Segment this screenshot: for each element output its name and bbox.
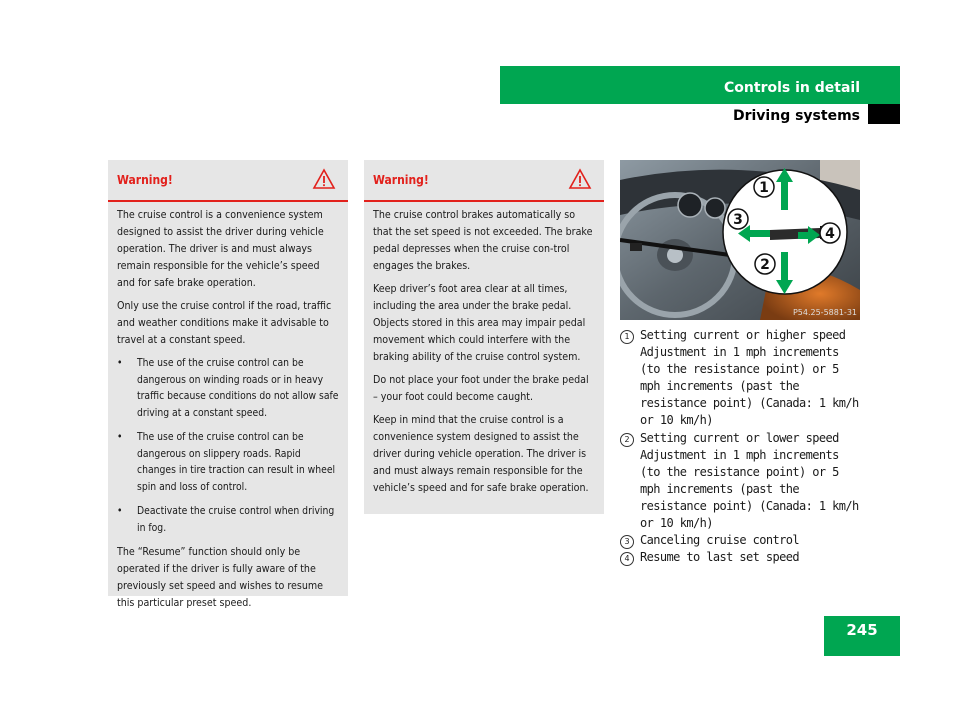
page-number: 245 [846, 621, 878, 639]
warning-paragraph: Keep in mind that the cruise control is a convenience system designed to assist the driver during vehicle operation. The driver is and must always remain responsible for the vehicle’s speed and for safe brake operation. [373, 414, 589, 494]
warning-triangle-icon [568, 168, 592, 190]
legend-text: Resume to last set speed [640, 550, 799, 565]
legend-item [620, 549, 860, 566]
callout-1-label: 1 [759, 180, 769, 196]
warning-paragraph: Do not place your foot under the brake pedal – your foot could become caught. [373, 374, 589, 403]
legend-item [620, 532, 860, 549]
section-tab-marker [868, 104, 900, 124]
legend-number: 3 [620, 535, 634, 549]
section-title: Controls in detail [724, 80, 860, 96]
legend-item [620, 430, 860, 533]
warning-title: Warning! [117, 173, 173, 187]
bullet-item: • The use of the cruise control can be dangerous on winding roads or in heavy traffic because conditions do not allow safe driving at a constant speed. [117, 357, 339, 419]
warning-box-right [364, 160, 604, 514]
page-number-box [824, 616, 900, 656]
warning-paragraph: The cruise control brakes automatically so that the set speed is not exceeded. The brake pedal depresses when the cruise con-trol engages the brakes. [373, 209, 593, 272]
warning-box-left [108, 160, 348, 609]
warning-paragraph: The “Resume” function should only be operated if the driver is fully aware of the previously set speed and wishes to resume this particular preset speed. [117, 546, 324, 609]
figure-code: P54.25-5881-31 [792, 308, 857, 317]
legend-number: 4 [620, 552, 634, 566]
warning-header [364, 160, 604, 202]
warning-triangle-icon [312, 168, 336, 190]
cockpit-illustration [620, 160, 860, 320]
legend-text: Canceling cruise control [640, 533, 799, 548]
legend-text: Setting current or higher speed Adjustment in 1 mph increments (to the resistance point) or 5 mph increments (past the resistance point) (Canada: 1 km/h or 10 km/h) [640, 328, 859, 428]
legend-item [620, 327, 860, 430]
warning-paragraph: Only use the cruise control if the road, traffic and weather conditions make it advisable to travel at a constant speed. [117, 300, 332, 346]
callout-4-label: 4 [825, 226, 835, 242]
warning-title: Warning! [373, 173, 429, 187]
legend-number: 2 [620, 433, 634, 447]
warning-paragraph: Keep driver’s foot area clear at all times, including the area under the brake pedal. Objects stored in this area may impair pedal movement which could interfere with the braking ability of the cruise control system. [373, 283, 586, 363]
legend-number: 1 [620, 330, 634, 344]
warning-header [108, 160, 348, 202]
cruise-control-lever-photo [620, 160, 860, 320]
legend-text: Setting current or lower speed Adjustment in 1 mph increments (to the resistance point) or 5 mph increments (past the resistance point) (Canada: 1 km/h or 10 km/h) [640, 430, 859, 531]
callout-3-label: 3 [733, 212, 743, 228]
callout-legend [620, 327, 860, 566]
subsection-title: Driving systems [732, 108, 860, 124]
bullet-item: • The use of the cruise control can be dangerous on slippery roads. Rapid changes in tire traction can result in wheel spin and loss of control. [117, 431, 336, 493]
warning-paragraph: The cruise control is a convenience system designed to assist the driver during vehicle operation. The driver is and must always remain responsible for the vehicle’s speed and for safe brake operation. [117, 209, 324, 289]
callout-2-label: 2 [760, 257, 770, 273]
bullet-item: • Deactivate the cruise control when driving in fog. [117, 505, 335, 534]
header-bar [500, 66, 900, 104]
